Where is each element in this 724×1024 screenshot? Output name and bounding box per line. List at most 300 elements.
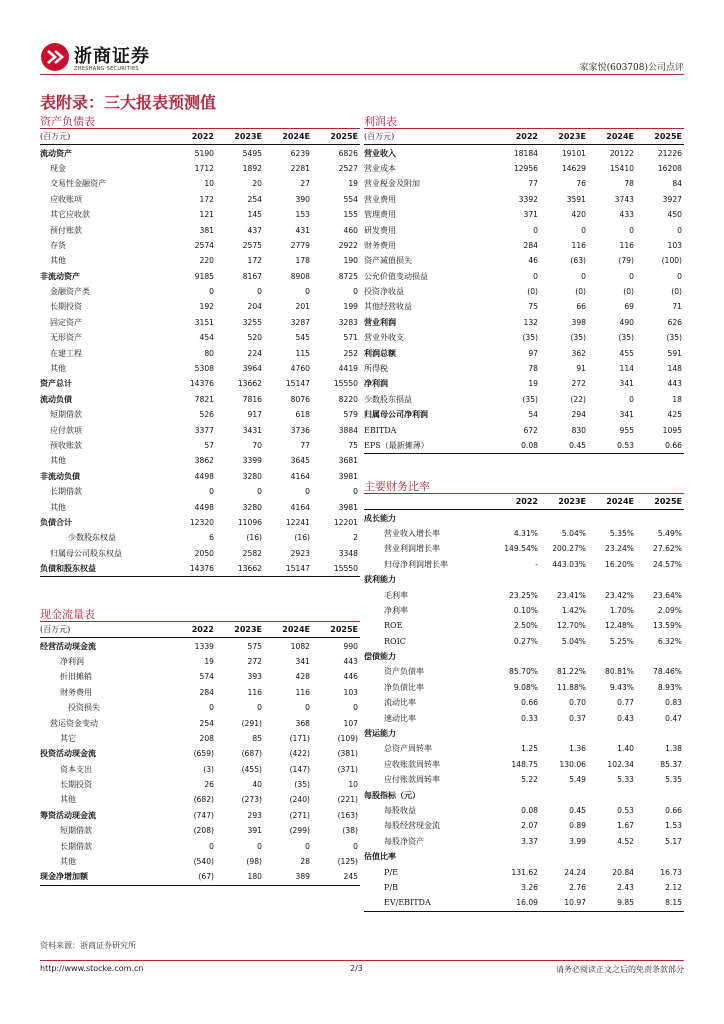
row-value: 204 <box>247 302 262 312</box>
row-value: 3681 <box>338 456 358 466</box>
row-value: 0 <box>353 487 358 497</box>
row-value: 398 <box>571 317 586 327</box>
row-value: (0) <box>671 287 682 297</box>
row-value: 2 <box>353 533 358 543</box>
row-label: 财务费用 <box>364 240 396 250</box>
row-label: 营业税金及附加 <box>364 179 420 189</box>
row-value: 71 <box>672 302 682 312</box>
table-row <box>364 695 684 710</box>
row-value: 148.75 <box>511 759 538 769</box>
row-value: 1082 <box>290 641 310 651</box>
year-header: 2024E <box>264 129 312 145</box>
row-value <box>636 787 684 802</box>
row-value: (79) <box>618 256 634 266</box>
row-label: 营业收入 <box>364 148 396 158</box>
row-value: 26 <box>204 780 214 790</box>
row-value: 3255 <box>242 317 262 327</box>
logo-text: 浙商证券 <box>74 46 150 67</box>
row-label: 无形资产 <box>50 333 82 343</box>
table-row <box>40 777 360 792</box>
table-row <box>364 618 684 633</box>
row-value: 0.66 <box>665 806 682 815</box>
row-value: (109) <box>337 733 358 743</box>
year-header: 2023E <box>216 129 264 145</box>
row-value: 3431 <box>242 425 262 435</box>
report-title: 家家悦(603708)公司点评 <box>579 63 684 73</box>
row-value: 114 <box>619 364 634 374</box>
row-value: (22) <box>570 394 586 404</box>
row-value: 145 <box>247 210 262 220</box>
table-row <box>40 530 360 545</box>
row-value: 3964 <box>242 364 262 374</box>
row-value: 116 <box>571 240 586 250</box>
row-value: 20 <box>252 179 262 189</box>
row-value: 13.59% <box>653 621 682 631</box>
row-value: (3) <box>203 764 214 774</box>
row-value: 460 <box>343 225 358 235</box>
row-value: 3981 <box>338 471 358 481</box>
row-value: 284 <box>523 240 538 250</box>
row-value: (35) <box>294 780 310 790</box>
table-row <box>364 376 684 391</box>
row-value: 27 <box>300 179 310 189</box>
row-value: 254 <box>199 718 214 728</box>
row-value: (208) <box>193 826 214 836</box>
row-label: 营业利润增长率 <box>384 544 440 554</box>
table-row <box>40 469 360 484</box>
row-value: 2.50% <box>513 621 538 631</box>
row-value: 5308 <box>194 364 214 374</box>
table-row <box>40 269 360 284</box>
row-value <box>588 510 636 526</box>
row-value: 3736 <box>290 425 310 435</box>
row-value: 2582 <box>242 548 262 558</box>
row-value: 0.08 <box>521 806 538 815</box>
row-value: 0 <box>629 394 634 404</box>
row-value: (35) <box>570 333 586 343</box>
table-row <box>40 746 360 761</box>
row-label: 资产减值损失 <box>364 256 412 266</box>
row-value <box>588 787 636 802</box>
row-label: 应收账项 <box>50 194 82 204</box>
year-header: 2024E <box>264 622 312 638</box>
row-value: 3862 <box>194 456 214 466</box>
table-row <box>40 253 360 268</box>
row-value: 103 <box>343 687 358 697</box>
table-row <box>364 207 684 222</box>
row-label: 成长能力 <box>364 513 396 523</box>
table-row <box>364 284 684 299</box>
table-row <box>364 361 684 376</box>
row-value: 23.64% <box>653 590 682 600</box>
row-value: 368 <box>295 718 310 728</box>
table-row <box>40 499 360 514</box>
row-label: 流动比率 <box>384 698 416 708</box>
table-row <box>364 664 684 679</box>
row-value: 618 <box>295 410 310 420</box>
row-value: 1.36 <box>569 744 586 754</box>
row-label: 营业成本 <box>364 163 396 173</box>
row-value: 23.41% <box>557 590 586 600</box>
row-value: 57 <box>204 441 214 450</box>
table-row <box>364 145 684 161</box>
row-value: 389 <box>264 869 312 885</box>
row-value: 1892 <box>242 163 262 173</box>
row-value: 0 <box>353 287 358 297</box>
table-row <box>40 284 360 299</box>
row-value: 8220 <box>338 394 358 404</box>
row-value: 341 <box>619 410 634 420</box>
row-value: 1.67 <box>617 821 634 831</box>
row-value: 12.70% <box>557 621 586 631</box>
row-label: 营业利润 <box>364 317 396 327</box>
row-value: 131.62 <box>511 867 538 877</box>
row-value: 200.27% <box>552 544 586 554</box>
table-row <box>40 422 360 437</box>
row-value: 3884 <box>338 425 358 435</box>
year-header: 2022 <box>168 622 216 638</box>
table-row <box>364 238 684 253</box>
row-value: 16.20% <box>605 559 634 569</box>
row-value: 0 <box>257 703 262 713</box>
row-label: 其他 <box>60 857 76 867</box>
row-value: (125) <box>337 857 358 867</box>
table-row <box>40 222 360 237</box>
row-value: 5.49 <box>569 775 586 785</box>
page-number: 2/3 <box>350 964 363 973</box>
row-value: (163) <box>337 810 358 820</box>
row-value: 5190 <box>194 148 214 158</box>
row-value: 0.66 <box>521 698 538 708</box>
footer-divider <box>40 960 684 961</box>
row-value: (35) <box>666 333 682 343</box>
row-label: 其他 <box>50 364 66 374</box>
table-row <box>40 715 360 730</box>
row-value <box>588 572 636 587</box>
row-label: 总资产周转率 <box>384 744 432 754</box>
row-value: 28 <box>300 857 310 867</box>
row-value: 4164 <box>290 502 310 512</box>
row-value: (687) <box>241 749 262 759</box>
row-value <box>636 726 684 741</box>
row-value: 3283 <box>338 317 358 327</box>
row-value: (100) <box>661 256 682 266</box>
row-value: 10 <box>204 179 214 189</box>
row-value: 0 <box>629 271 634 281</box>
row-label: EV/EBITDA <box>364 895 492 911</box>
table-row <box>364 895 684 911</box>
row-value: 0.53 <box>617 806 634 815</box>
row-value: 293 <box>247 810 262 820</box>
table-row <box>40 315 360 330</box>
row-value: 0 <box>677 225 682 235</box>
row-value: 2575 <box>242 240 262 250</box>
row-value: 830 <box>571 425 586 435</box>
table-row <box>364 603 684 618</box>
row-value: 10.97 <box>540 895 588 911</box>
row-value: 526 <box>199 410 214 420</box>
row-value: 2922 <box>338 240 358 250</box>
row-value: (682) <box>193 795 214 805</box>
row-value: (16) <box>246 533 262 543</box>
row-value: 0 <box>305 487 310 497</box>
table-row <box>40 345 360 360</box>
row-value: (67) <box>168 869 216 885</box>
row-value: 4419 <box>338 364 358 374</box>
row-value: 15410 <box>609 163 634 173</box>
row-value: - <box>535 559 538 569</box>
table-row <box>364 587 684 602</box>
row-value: (0) <box>575 287 586 297</box>
row-label: 估值比率 <box>364 852 396 862</box>
row-label: 短期借款 <box>60 826 92 836</box>
row-value: 2779 <box>290 240 310 250</box>
row-value: 116 <box>247 687 262 697</box>
ratios-title: 主要财务比率 <box>364 480 430 493</box>
row-label: 研发费用 <box>364 225 396 235</box>
row-value: 70 <box>252 441 262 450</box>
row-label: 短期借款 <box>50 410 82 420</box>
row-label: 财务费用 <box>60 687 92 697</box>
row-value: 0 <box>305 841 310 851</box>
row-value: 9.43% <box>609 682 634 692</box>
row-value: (0) <box>527 287 538 297</box>
row-value: 1095 <box>662 425 682 435</box>
row-label: 流动负债 <box>40 394 72 404</box>
row-value: 0 <box>629 225 634 235</box>
table-row <box>364 422 684 437</box>
row-value: 341 <box>295 656 310 666</box>
table-row <box>364 315 684 330</box>
row-value: 208 <box>199 733 214 743</box>
row-value <box>540 510 588 526</box>
row-value: 3743 <box>614 194 634 204</box>
row-value: 9.85 <box>588 895 636 911</box>
table-row <box>364 526 684 541</box>
row-value: 2527 <box>338 163 358 173</box>
table-row <box>364 299 684 314</box>
year-header: 2022 <box>168 129 216 145</box>
table-row <box>40 762 360 777</box>
row-value: 201 <box>295 302 310 312</box>
row-label: 营业费用 <box>364 194 396 204</box>
table-row <box>40 145 360 161</box>
year-header: 2023E <box>540 494 588 510</box>
year-header: 2022 <box>492 494 540 510</box>
row-label: EBITDA <box>364 425 397 435</box>
table-row <box>40 392 360 407</box>
table-row <box>40 484 360 499</box>
row-value: 4760 <box>290 364 310 374</box>
row-value: 8725 <box>338 271 358 281</box>
table-row <box>40 854 360 869</box>
row-value: 3927 <box>662 194 682 204</box>
table-row <box>40 823 360 838</box>
row-value: 19 <box>528 379 538 389</box>
row-value: 0 <box>305 287 310 297</box>
row-label: 投资损失 <box>68 703 100 713</box>
row-value: 3399 <box>242 456 262 466</box>
row-value: 443.03% <box>552 559 586 569</box>
row-value: 371 <box>523 210 538 220</box>
income-statement-title: 利润表 <box>364 115 397 128</box>
row-value: 3280 <box>242 502 262 512</box>
row-value: 107 <box>343 718 358 728</box>
row-value: 5.35 <box>665 775 682 785</box>
row-value: 0 <box>257 487 262 497</box>
year-header: 2024E <box>588 494 636 510</box>
row-value <box>636 649 684 664</box>
row-label: 负债和股东权益 <box>40 561 168 577</box>
row-label: 流动资产 <box>40 148 72 158</box>
row-value: 341 <box>619 379 634 389</box>
row-label: 每股指标（元） <box>364 790 420 800</box>
row-value: 12320 <box>189 517 214 527</box>
row-value: 1.40 <box>617 744 634 754</box>
row-label: 在建工程 <box>50 348 82 358</box>
row-value: 220 <box>199 256 214 266</box>
row-value <box>492 787 540 802</box>
row-value: 78.46% <box>653 667 682 677</box>
year-header: 2023E <box>216 622 264 638</box>
table-row <box>364 634 684 649</box>
table-row <box>364 572 684 587</box>
row-value: (299) <box>289 826 310 836</box>
table-row <box>40 685 360 700</box>
row-value: 77 <box>528 179 538 189</box>
row-value: 5.25% <box>609 636 634 646</box>
row-value: 85.37 <box>660 759 682 769</box>
footer-url-link[interactable]: http://www.stocke.com.cn <box>40 964 144 973</box>
row-value <box>492 726 540 741</box>
row-value: 11.88% <box>557 682 586 692</box>
row-value: (240) <box>289 795 310 805</box>
row-value: 443 <box>343 656 358 666</box>
row-value: 12241 <box>285 517 310 527</box>
row-label: 交易性金融资产 <box>50 179 106 189</box>
table-header-row <box>40 129 360 145</box>
unit-label: (百万元) <box>40 622 168 638</box>
row-value: 3348 <box>338 548 358 558</box>
row-value: 574 <box>199 672 214 682</box>
table-row <box>364 345 684 360</box>
table-row <box>364 222 684 237</box>
row-label: 现金 <box>50 163 66 173</box>
row-label: 长期借款 <box>60 841 92 851</box>
row-value: 2574 <box>194 240 214 250</box>
row-label: 净利润 <box>60 656 84 666</box>
year-header: 2025E <box>636 129 684 145</box>
table-row <box>40 700 360 715</box>
table-header-row <box>40 622 360 638</box>
row-value: 443 <box>667 379 682 389</box>
row-label: 营业收入增长率 <box>384 528 440 538</box>
row-value: (171) <box>289 733 310 743</box>
row-value: 85.70% <box>509 667 538 677</box>
row-value: 3.99 <box>569 836 586 846</box>
row-value: (659) <box>193 749 214 759</box>
row-label: 应付款项 <box>50 425 82 435</box>
table-row <box>364 392 684 407</box>
row-value: 6 <box>209 533 214 543</box>
logo-subtitle: ZHESHANG SECURITIES <box>74 66 139 72</box>
table-row <box>364 649 684 664</box>
row-value: 15147 <box>264 561 312 577</box>
row-value: (371) <box>337 764 358 774</box>
table-row <box>364 161 684 176</box>
disclaimer-note: 请务必阅读正文之后的免责条款部分 <box>556 965 684 974</box>
table-row <box>40 361 360 376</box>
row-label: 其他 <box>50 502 66 512</box>
row-value: 2.76 <box>569 882 586 892</box>
row-value: 116 <box>295 687 310 697</box>
ratios-table <box>364 494 684 912</box>
row-value: 5495 <box>242 148 262 158</box>
row-label: ROE <box>384 621 403 631</box>
row-value: 2.09% <box>657 605 682 615</box>
row-value: 381 <box>199 225 214 235</box>
table-row <box>364 253 684 268</box>
row-value: 149.54% <box>504 544 538 554</box>
table-header-row <box>364 494 684 510</box>
table-row <box>40 238 360 253</box>
row-value: 0.70 <box>569 698 586 708</box>
row-value: 1.38 <box>665 744 682 754</box>
table-row <box>40 161 360 176</box>
table-row <box>364 726 684 741</box>
row-value: 4164 <box>290 471 310 481</box>
row-label: 预收账款 <box>50 441 82 450</box>
row-value: 0.47 <box>665 713 682 723</box>
table-row <box>364 438 684 454</box>
row-value: 0.45 <box>540 438 588 454</box>
row-value: 40 <box>252 780 262 790</box>
row-value: 13662 <box>237 379 262 389</box>
row-value: 431 <box>295 225 310 235</box>
row-value: 252 <box>343 348 358 358</box>
row-value: 18184 <box>513 148 538 158</box>
row-label: 利润总额 <box>364 348 396 358</box>
row-label: 非流动资产 <box>40 271 80 281</box>
row-value: 1.70% <box>609 605 634 615</box>
row-value: (747) <box>193 810 214 820</box>
company-logo <box>40 42 152 78</box>
row-value: 130.06 <box>559 759 586 769</box>
row-value: 19 <box>204 656 214 666</box>
table-row <box>40 376 360 391</box>
table-row <box>364 803 684 818</box>
row-value: 18 <box>672 394 682 404</box>
row-value: 46 <box>528 256 538 266</box>
row-value: 5.04% <box>561 528 586 538</box>
row-value: 7821 <box>194 394 214 404</box>
row-value: 7816 <box>242 394 262 404</box>
row-value: 85 <box>252 733 262 743</box>
row-value: 3392 <box>518 194 538 204</box>
row-value: 69 <box>624 302 634 312</box>
table-row <box>364 541 684 556</box>
row-label: 其他 <box>50 456 66 466</box>
row-value: 0 <box>305 703 310 713</box>
row-label: 每股经营现金流 <box>384 821 440 831</box>
row-value: 20.84 <box>612 867 634 877</box>
table-row <box>364 757 684 772</box>
table-row <box>364 741 684 756</box>
row-value: 391 <box>247 826 262 836</box>
row-value: 575 <box>247 641 262 651</box>
table-row <box>40 453 360 468</box>
unit-label: (百万元) <box>364 129 492 145</box>
